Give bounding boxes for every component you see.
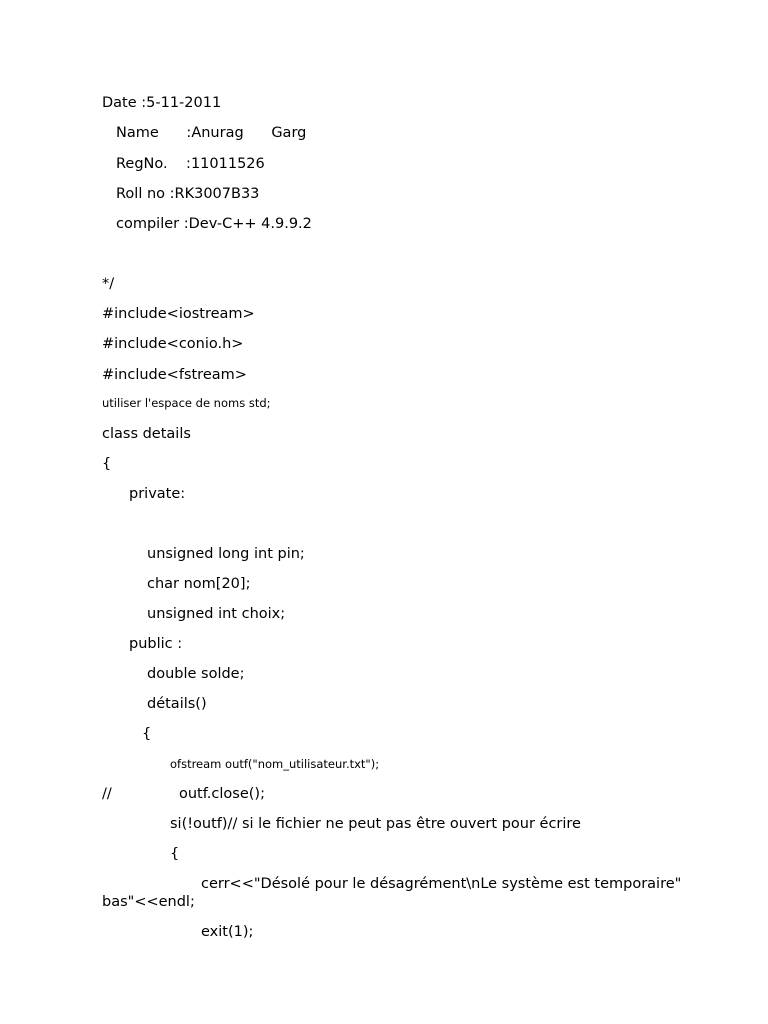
constructor-open-brace: { bbox=[142, 726, 152, 742]
outf-close-line: outf.close(); bbox=[179, 786, 265, 802]
choix-declaration-line: unsigned int choix; bbox=[147, 606, 286, 622]
include-fstream-line: #include<fstream> bbox=[102, 367, 247, 383]
if-open-brace: { bbox=[170, 846, 180, 862]
include-conio-line: #include<conio.h> bbox=[102, 336, 244, 352]
compiler-line: compiler :Dev-C++ 4.9.9.2 bbox=[116, 216, 312, 232]
class-details-line: class details bbox=[102, 426, 191, 442]
nom-declaration-line: char nom[20]; bbox=[147, 576, 251, 592]
ofstream-line: ofstream outf("nom_utilisateur.txt"); bbox=[170, 757, 380, 771]
solde-declaration-line: double solde; bbox=[147, 666, 245, 682]
if-outf-line: si(!outf)// si le fichier ne peut pas être ouvert pour écrire bbox=[170, 816, 581, 832]
date-line: Date :5-11-2011 bbox=[102, 95, 222, 111]
rollno-line: Roll no :RK3007B33 bbox=[116, 186, 260, 202]
private-label-line: private: bbox=[129, 486, 186, 502]
class-open-brace: { bbox=[102, 456, 112, 472]
cerr-line: cerr<<"Désolé pour le désagrément\nLe système est temporaire" bbox=[201, 876, 682, 892]
comment-slashes: // bbox=[102, 786, 112, 802]
exit-line: exit(1); bbox=[201, 924, 254, 940]
constructor-line: détails() bbox=[147, 696, 207, 712]
comment-end-line: */ bbox=[102, 276, 115, 292]
pin-declaration-line: unsigned long int pin; bbox=[147, 546, 305, 562]
namespace-line: utiliser l'espace de noms std; bbox=[102, 396, 271, 410]
public-label-line: public : bbox=[129, 636, 183, 652]
include-iostream-line: #include<iostream> bbox=[102, 306, 255, 322]
regno-line: RegNo. :11011526 bbox=[116, 156, 265, 172]
cerr-continuation-line: bas"<<endl; bbox=[102, 894, 195, 910]
name-line: Name :Anurag Garg bbox=[116, 125, 307, 141]
